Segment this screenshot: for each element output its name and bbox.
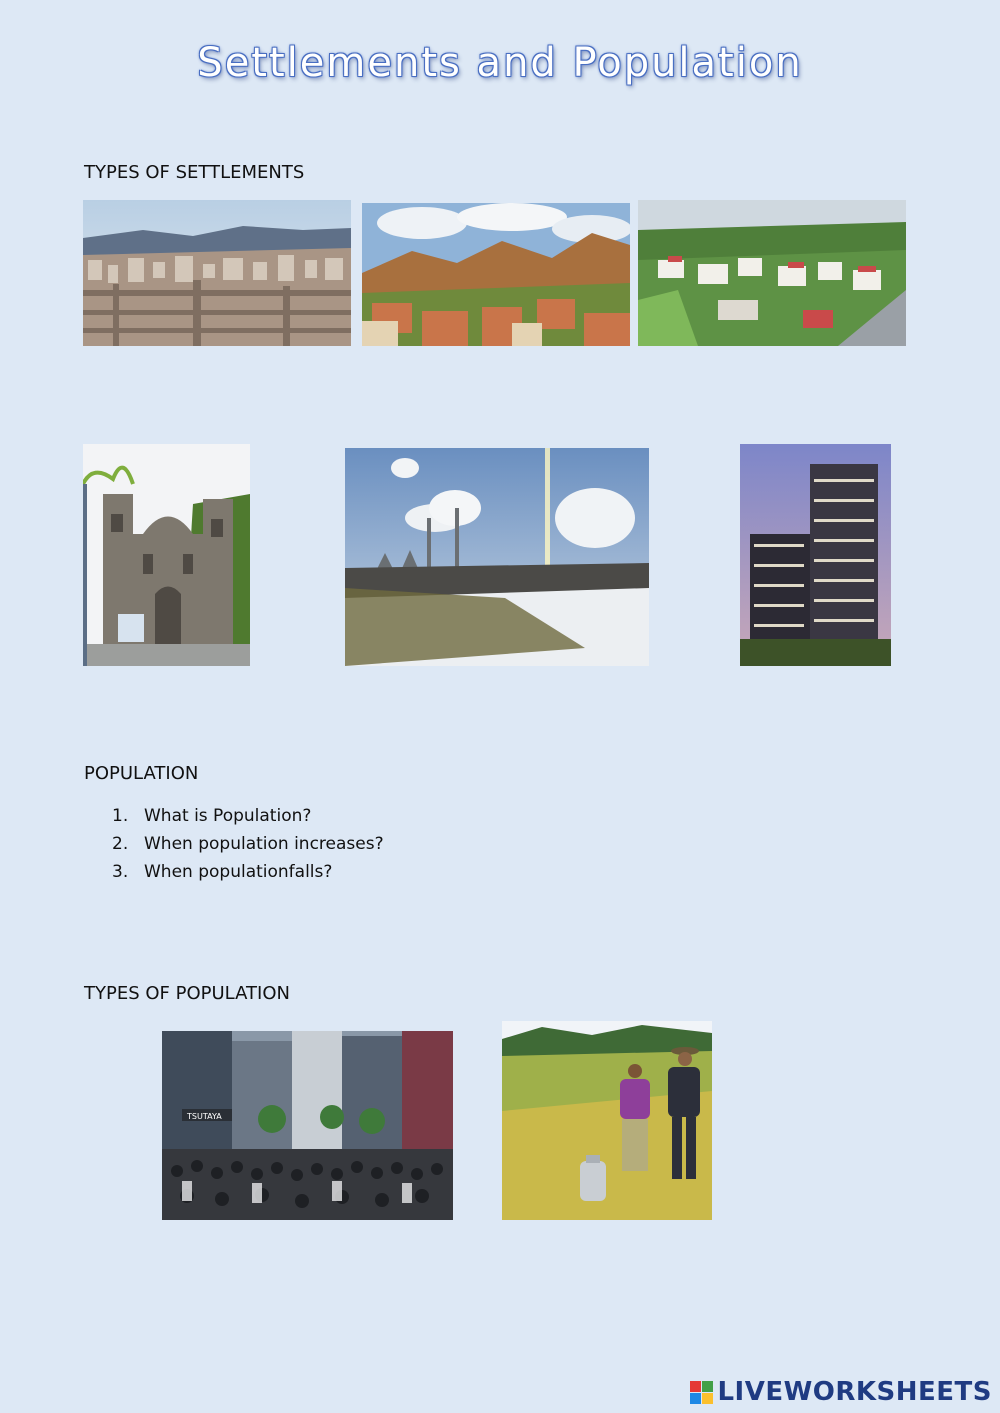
logo-mark-tile <box>690 1393 701 1404</box>
liveworksheets-logo <box>690 1377 992 1407</box>
woman-figure <box>620 1064 650 1171</box>
rural-farmers-photo <box>502 1021 712 1220</box>
apartment-tower-photo <box>740 444 891 666</box>
logo-mark-icon <box>690 1381 713 1404</box>
settlements-heading: TYPES OF SETTLEMENTS <box>84 162 305 183</box>
logo-mark-tile <box>702 1381 713 1392</box>
logo-mark-tile <box>690 1381 701 1392</box>
types-of-population-heading: TYPES OF POPULATION <box>84 983 290 1004</box>
population-heading: POPULATION <box>84 763 199 784</box>
tsutaya-sign-text: TSUTAYA <box>187 1112 222 1121</box>
urban-crowd-photo <box>162 1031 453 1220</box>
hillside-town-photo <box>362 203 630 346</box>
industrial-town-photo <box>345 448 649 666</box>
rural-village-photo <box>638 200 906 346</box>
cathedral-photo <box>83 444 250 666</box>
list-item: 1. What is Population? <box>112 806 312 826</box>
city-panorama-photo <box>83 200 351 346</box>
population-questions <box>112 802 384 886</box>
list-item: 2. When population increases? <box>112 834 384 854</box>
milk-can-icon <box>580 1155 606 1201</box>
logo-text: LIVEWORKSHEETS <box>717 1377 992 1407</box>
page-title: Settlements and Population <box>197 40 803 86</box>
list-item: 3. When populationfalls? <box>112 862 333 882</box>
logo-mark-tile <box>702 1393 713 1404</box>
